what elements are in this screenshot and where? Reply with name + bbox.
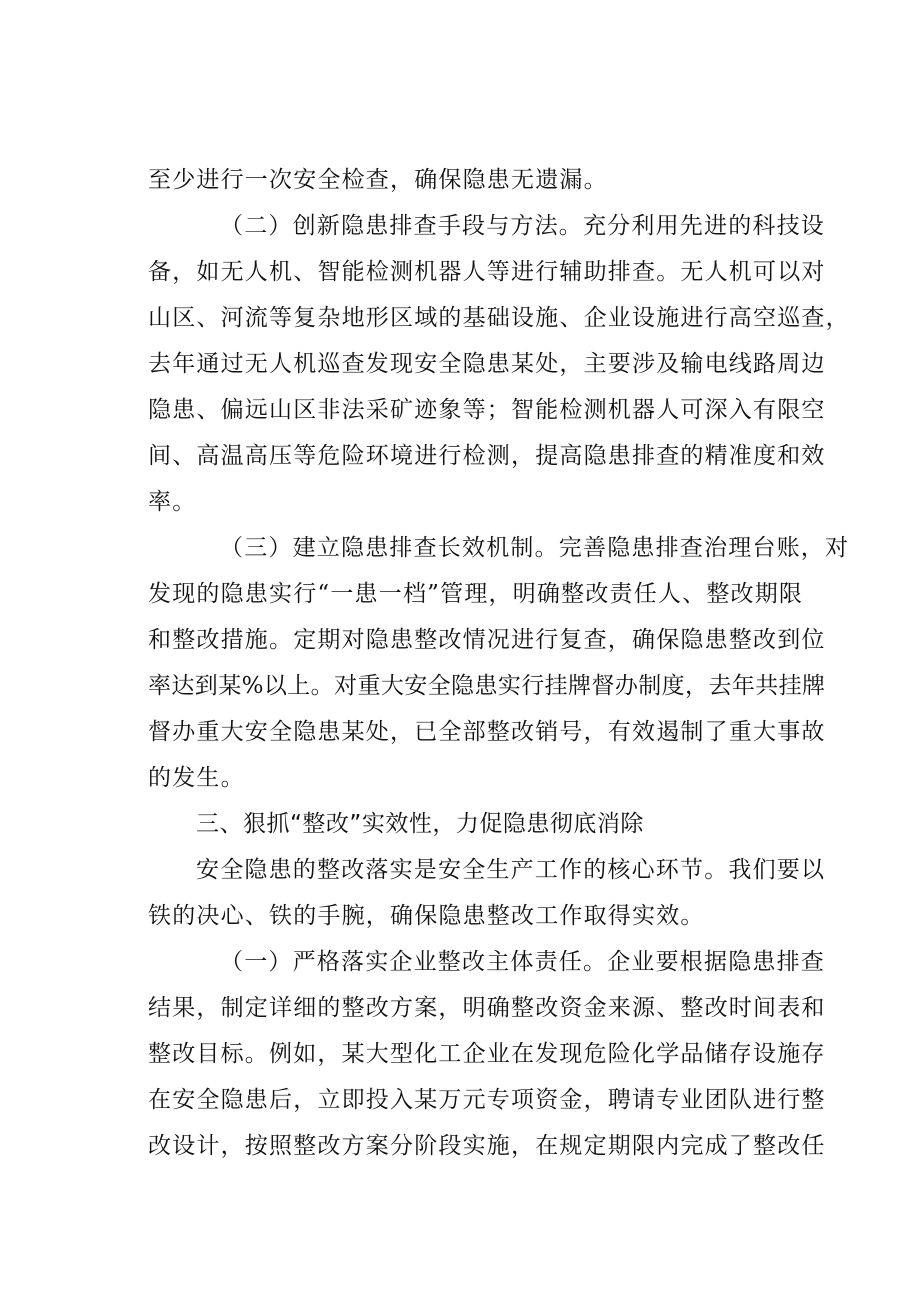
paragraph-line: 率。: [148, 489, 197, 515]
paragraph-line: 备，如无人机、智能检测机器人等进行辅助排查。无人机可以对: [148, 259, 826, 285]
paragraph-line: 至少进行一次安全检查，确保隐患无遗漏。: [148, 167, 608, 193]
paragraph-line: 间、高温高压等危险环境进行检测，提高隐患排查的精准度和效: [148, 443, 826, 469]
paragraph-line: 隐患、偏远山区非法采矿迹象等；智能检测机器人可深入有限空: [148, 397, 826, 423]
paragraph-line: （一）严格落实企业整改主体责任。企业要根据隐患排查: [220, 949, 825, 975]
paragraph-line: 安全隐患的整改落实是安全生产工作的核心环节。我们要以: [196, 857, 826, 883]
paragraph-line: 结果，制定详细的整改方案，明确整改资金来源、整改时间表和: [148, 995, 826, 1021]
paragraph-line: 铁的决心、铁的手腕，确保隐患整改工作取得实效。: [148, 903, 705, 929]
paragraph-line: 改设计，按照整改方案分阶段实施，在规定期限内完成了整改任: [148, 1133, 826, 1159]
paragraph-line: 山区、河流等复杂地形区域的基础设施、企业设施进行高空巡查，: [148, 305, 850, 331]
section-heading: 三、狠抓“整改”实效性，力促隐患彻底消除: [196, 811, 644, 837]
paragraph-line: 去年通过无人机巡查发现安全隐患某处，主要涉及输电线路周边: [148, 351, 826, 377]
paragraph-line: （三）建立隐患排查长效机制。完善隐患排查治理台账，对: [220, 535, 850, 561]
paragraph-line: 督办重大安全隐患某处，已全部整改销号，有效遏制了重大事故: [148, 719, 826, 745]
paragraph-line: 率达到某%以上。对重大安全隐患实行挂牌督办制度，去年共挂牌: [148, 673, 826, 699]
paragraph-line: 在安全隐患后，立即投入某万元专项资金，聘请专业团队进行整: [148, 1087, 826, 1113]
paragraph-line: 整改目标。例如，某大型化工企业在发现危险化学品储存设施存: [148, 1041, 826, 1067]
paragraph-line: 和整改措施。定期对隐患整改情况进行复查，确保隐患整改到位: [148, 627, 826, 653]
paragraph-line: （二）创新隐患排查手段与方法。充分利用先进的科技设: [220, 213, 825, 239]
paragraph-line: 发现的隐患实行“一患一档”管理，明确整改责任人、整改期限: [148, 581, 804, 607]
paragraph-line: 的发生。: [148, 765, 245, 791]
